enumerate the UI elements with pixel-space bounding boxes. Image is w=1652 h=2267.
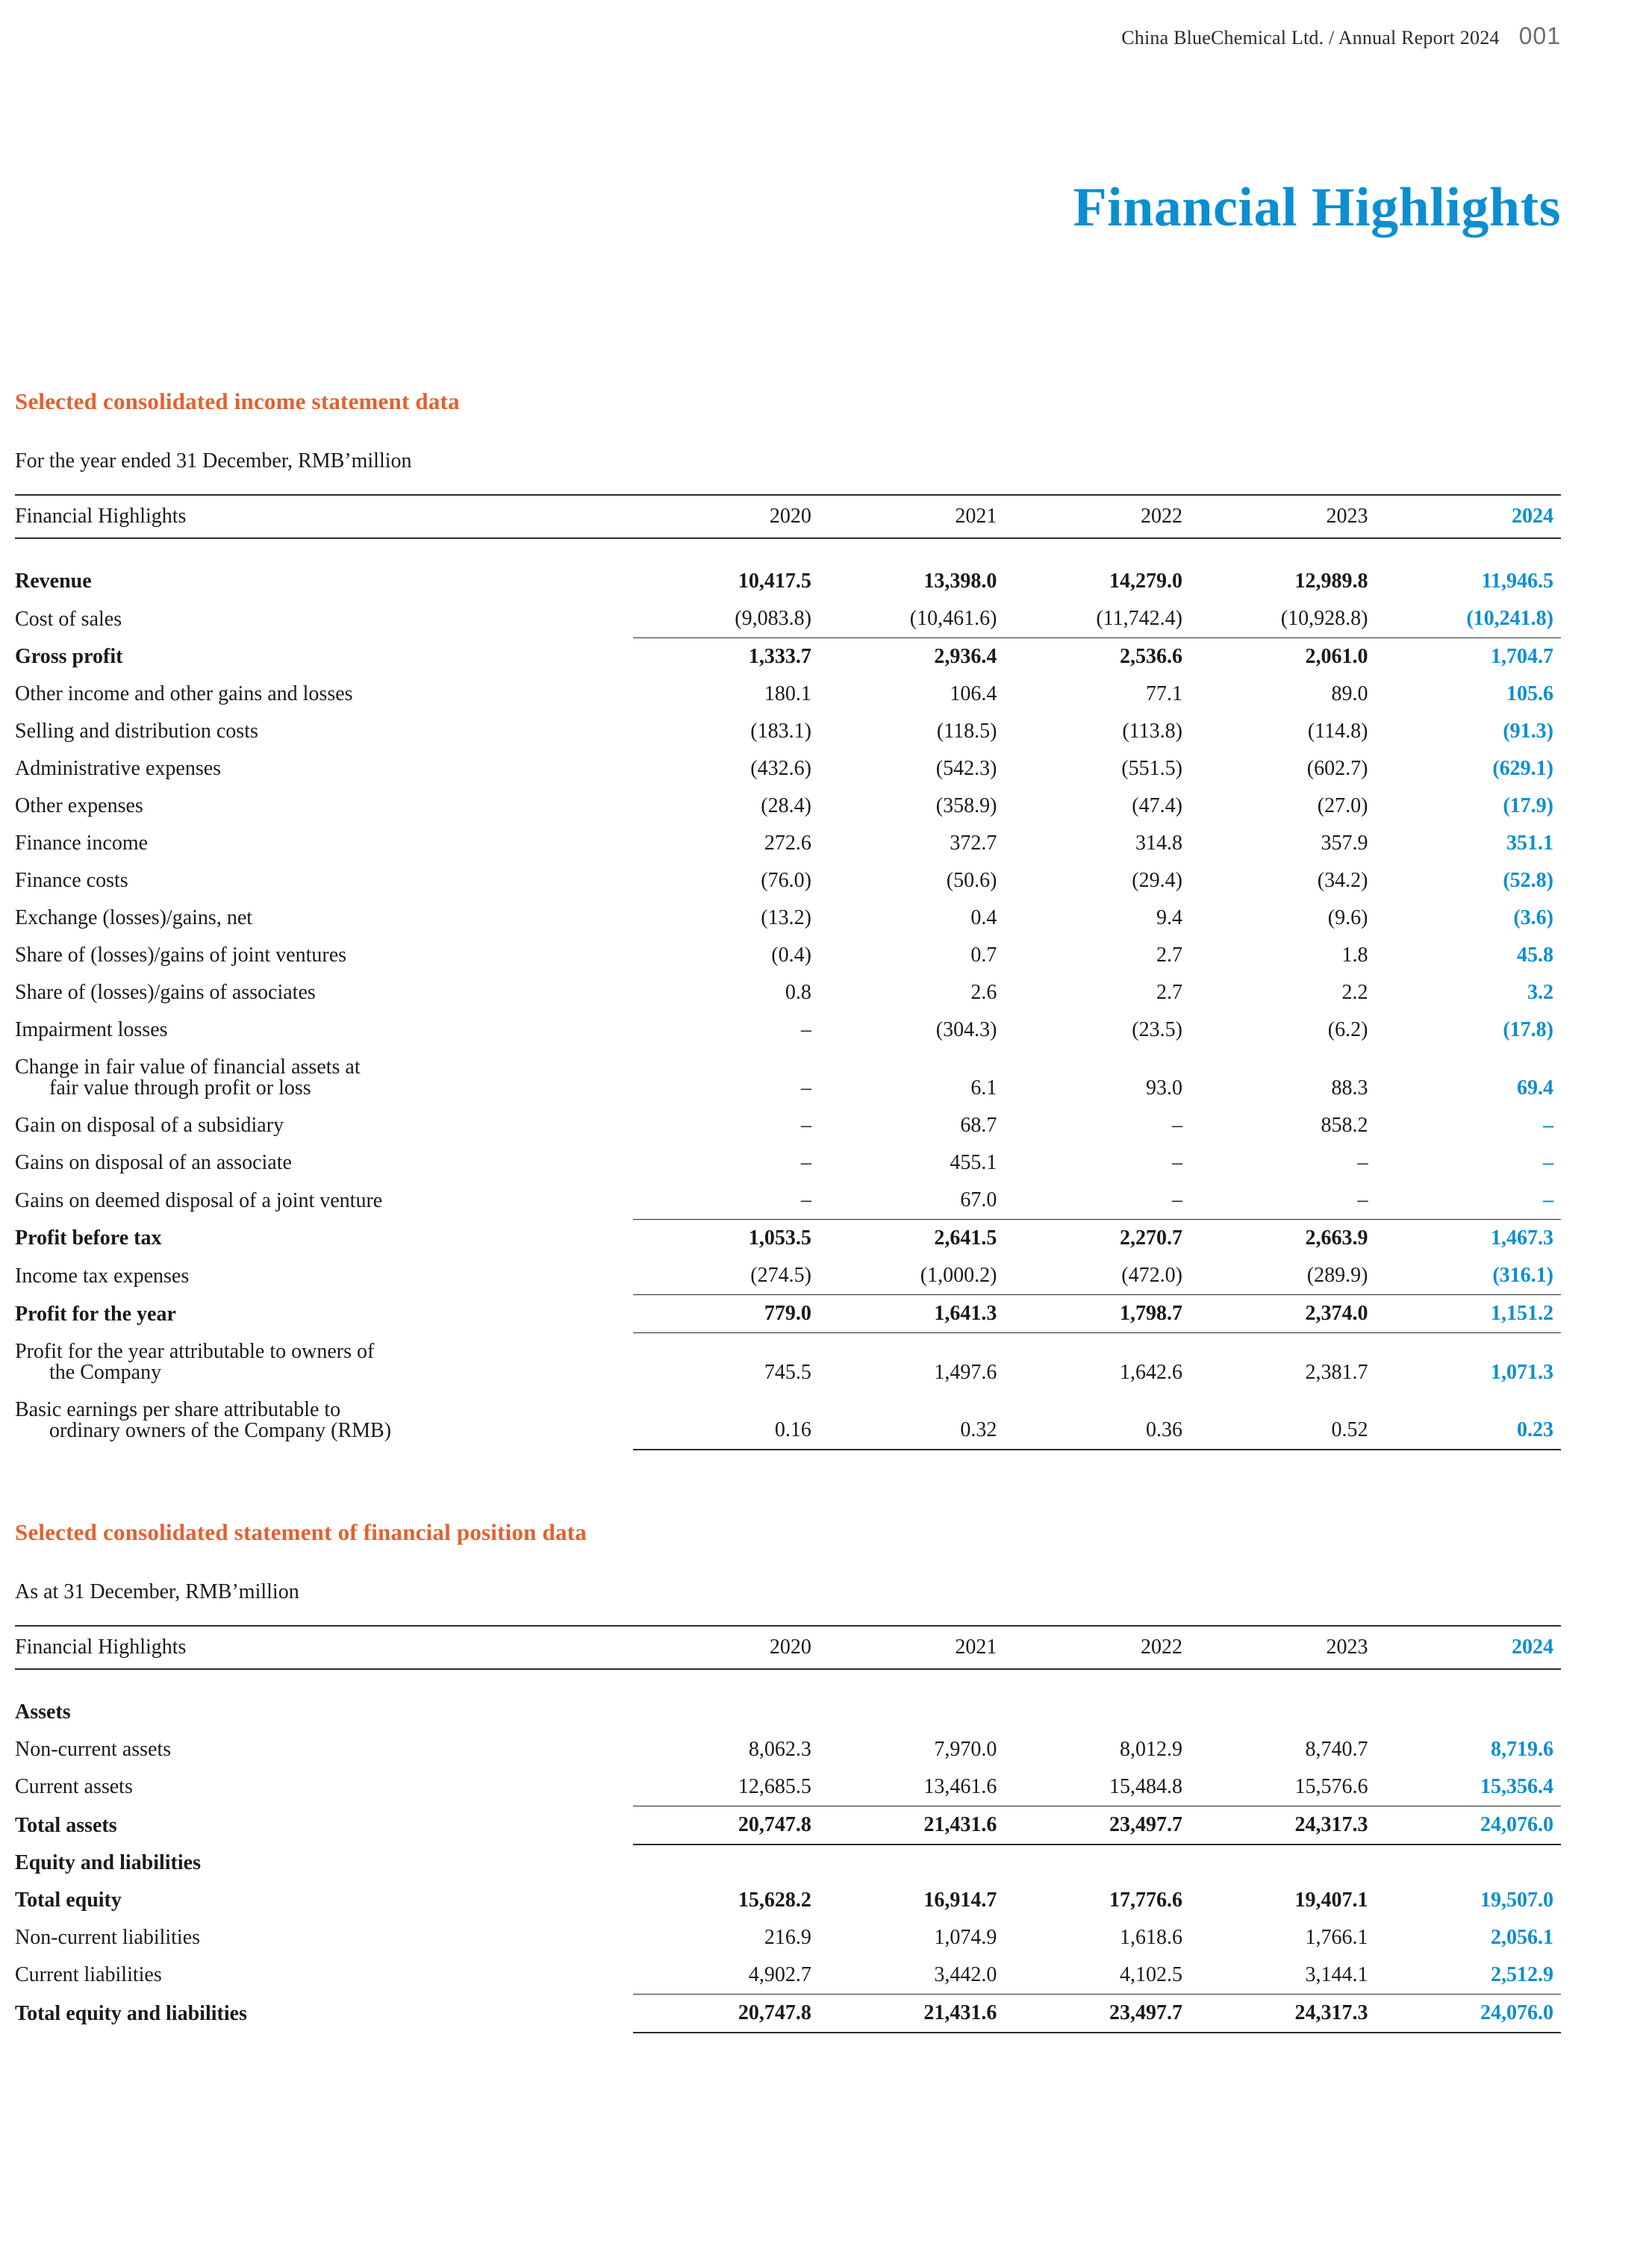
- table-row: [15, 563, 1561, 600]
- cell-2020: (274.5): [750, 1264, 811, 1287]
- cell-2022: 1,618.6: [1119, 1925, 1182, 1949]
- cell-2024: 3.2: [1527, 981, 1553, 1004]
- row-label: Current liabilities: [15, 1963, 162, 1986]
- cell-2020: 1,333.7: [633, 638, 819, 676]
- table-row: [15, 1257, 1561, 1295]
- row-label: Profit before tax: [15, 1226, 162, 1250]
- cell-2020: (0.4): [771, 944, 811, 967]
- cell-2023: [1190, 1845, 1376, 1882]
- cell-2020: 8,062.3: [748, 1737, 811, 1761]
- cell-2022: –: [1171, 1114, 1182, 1137]
- page-content: [15, 388, 1561, 2033]
- income-statement-table-wrap: [15, 494, 1561, 1450]
- cell-2024: 1,151.2: [1375, 1295, 1561, 1333]
- section-subheading-income-statement: For the year ended 31 December, RMB’million: [15, 449, 412, 473]
- cell-2024: 2,512.9: [1491, 1962, 1553, 1986]
- row-label: Other expenses: [15, 794, 143, 817]
- column-header-label: Financial Highlights: [15, 495, 633, 538]
- table-row: [15, 1144, 1561, 1182]
- table-row: [15, 1049, 1561, 1107]
- cell-2022: 8,012.9: [1119, 1737, 1182, 1761]
- cell-2021: 3,442.0: [934, 1962, 997, 1986]
- cell-2021: 21,431.6: [819, 1806, 1005, 1845]
- cell-2024: 105.6: [1506, 682, 1553, 705]
- table-row: [15, 1220, 1561, 1258]
- cell-2020: –: [800, 1076, 811, 1100]
- row-label: Total equity and liabilities: [15, 2001, 247, 2025]
- row-label: Finance costs: [15, 869, 128, 892]
- column-header-2023: 2023: [1190, 1626, 1376, 1669]
- cell-2020: 216.9: [764, 1925, 811, 1949]
- row-label: Selling and distribution costs: [15, 720, 258, 743]
- table-row: [15, 1295, 1561, 1333]
- cell-2020: [633, 1694, 819, 1731]
- cell-2022: 2.7: [1156, 981, 1182, 1004]
- cell-2020: 1,053.5: [633, 1220, 819, 1258]
- cell-2022: 15,484.8: [1109, 1774, 1182, 1798]
- cell-2021: 1,074.9: [934, 1925, 997, 1949]
- cell-2023: 15,576.6: [1294, 1774, 1368, 1798]
- row-label: Share of (losses)/gains of associates: [15, 981, 316, 1004]
- financial-position-section: [15, 1519, 1561, 2033]
- row-label: Gains on disposal of an associate: [15, 1151, 292, 1174]
- page-title: Financial Highlights: [1073, 177, 1561, 238]
- cell-2024: 15,356.4: [1480, 1774, 1553, 1798]
- cell-2021: 1,641.3: [819, 1295, 1005, 1333]
- cell-2021: 7,970.0: [934, 1737, 997, 1761]
- cell-2024: (316.1): [1492, 1264, 1553, 1287]
- cell-2021: 13,398.0: [923, 570, 997, 593]
- row-label: Cost of sales: [15, 607, 122, 631]
- cell-2023: 2.2: [1341, 981, 1368, 1004]
- row-label: Gross profit: [15, 645, 123, 668]
- table-row: [15, 1694, 1561, 1731]
- cell-2024: –: [1543, 1188, 1553, 1212]
- cell-2024: (52.8): [1503, 869, 1553, 892]
- cell-2020: 15,628.2: [738, 1888, 811, 1912]
- row-label-line1: Change in fair value of financial assets at: [15, 1055, 361, 1079]
- column-header-2024: 2024: [1375, 495, 1561, 538]
- cell-2021: 2.6: [970, 981, 997, 1004]
- table-row: [15, 825, 1561, 862]
- cell-2023: 1.8: [1341, 944, 1368, 967]
- table-row: [15, 862, 1561, 899]
- cell-2020: 0.16: [633, 1391, 819, 1450]
- cell-2023: 88.3: [1331, 1076, 1368, 1100]
- table-header-row: [15, 495, 1561, 538]
- cell-2021: 372.7: [950, 832, 997, 855]
- table-row: [15, 937, 1561, 974]
- cell-2021: (50.6): [946, 869, 997, 892]
- cell-2021: 0.32: [819, 1391, 1005, 1450]
- cell-2024: 19,507.0: [1480, 1888, 1553, 1912]
- cell-2023: 3,144.1: [1305, 1962, 1368, 1986]
- cell-2023: (27.0): [1317, 794, 1368, 817]
- cell-2020: (13.2): [761, 906, 811, 929]
- cell-2024: 8,719.6: [1491, 1737, 1553, 1761]
- cell-2023: 89.0: [1331, 682, 1368, 705]
- cell-2023: [1190, 1694, 1376, 1731]
- section-subheading-financial-position: As at 31 December, RMB’million: [15, 1580, 299, 1603]
- cell-2020: 745.5: [764, 1360, 811, 1384]
- cell-2021: 0.7: [970, 944, 997, 967]
- cell-2021: (118.5): [936, 720, 997, 743]
- cell-2022: (23.5): [1132, 1018, 1182, 1041]
- cell-2021: [819, 1845, 1005, 1882]
- cell-2020: 10,417.5: [738, 570, 811, 593]
- row-label: Current assets: [15, 1775, 133, 1798]
- cell-2020: (9,083.8): [735, 607, 811, 630]
- cell-2024: 11,946.5: [1481, 570, 1553, 593]
- cell-2022: 23,497.7: [1004, 1806, 1190, 1845]
- column-header-2020: 2020: [633, 1626, 819, 1669]
- row-label: Assets: [15, 1700, 71, 1724]
- cell-2022: 1,798.7: [1004, 1295, 1190, 1333]
- cell-2023: 24,317.3: [1190, 1994, 1376, 2033]
- cell-2021: [819, 1694, 1005, 1731]
- cell-2020: 180.1: [764, 682, 811, 705]
- cell-2024: 69.4: [1517, 1076, 1553, 1100]
- cell-2024: 2,056.1: [1491, 1925, 1553, 1949]
- row-label: Gain on disposal of a subsidiary: [15, 1114, 284, 1137]
- cell-2022: –: [1171, 1151, 1182, 1174]
- row-label: Administrative expenses: [15, 757, 222, 780]
- cell-2021: 2,936.4: [819, 638, 1005, 676]
- column-header-2020: 2020: [633, 495, 819, 538]
- cell-2022: (29.4): [1132, 869, 1182, 892]
- row-label: Income tax expenses: [15, 1264, 190, 1288]
- row-label: Other income and other gains and losses: [15, 682, 353, 705]
- cell-2020: (28.4): [761, 794, 811, 817]
- cell-2024: (17.9): [1503, 794, 1553, 817]
- cell-2020: –: [800, 1114, 811, 1137]
- cell-2024: [1375, 1845, 1561, 1882]
- cell-2022: 17,776.6: [1109, 1888, 1182, 1912]
- cell-2021: (10,461.6): [909, 607, 997, 630]
- cell-2022: (47.4): [1132, 794, 1182, 817]
- cell-2021: 68.7: [960, 1114, 997, 1137]
- cell-2022: 23,497.7: [1004, 1994, 1190, 2033]
- cell-2021: 106.4: [950, 682, 997, 705]
- table-row: [15, 1845, 1561, 1882]
- section-heading-income-statement: Selected consolidated income statement data: [15, 388, 460, 414]
- table-row: [15, 1731, 1561, 1768]
- row-label: Profit for the year: [15, 1302, 176, 1326]
- cell-2024: (91.3): [1503, 720, 1553, 743]
- table-row: [15, 1919, 1561, 1956]
- cell-2020: 0.8: [785, 981, 811, 1004]
- row-label-line2: ordinary owners of the Company (RMB): [49, 1418, 392, 1442]
- table-row: [15, 1994, 1561, 2033]
- row-label-line1: Profit for the year attributable to owners of: [15, 1339, 375, 1363]
- financial-position-table: [15, 1625, 1561, 2033]
- cell-2023: (602.7): [1306, 757, 1368, 780]
- cell-2020: 272.6: [764, 832, 811, 855]
- cell-2022: 4,102.5: [1119, 1962, 1182, 1986]
- cell-2021: 67.0: [960, 1188, 997, 1212]
- cell-2022: (11,742.4): [1096, 607, 1182, 630]
- cell-2023: 1,766.1: [1305, 1925, 1368, 1949]
- cell-2023: (289.9): [1306, 1264, 1368, 1287]
- table-row: [15, 1182, 1561, 1220]
- cell-2023: 8,740.7: [1305, 1737, 1368, 1761]
- row-label: Share of (losses)/gains of joint ventures: [15, 944, 347, 967]
- cell-2024: 45.8: [1517, 944, 1553, 967]
- cell-2020: –: [800, 1151, 811, 1174]
- cell-2023: (114.8): [1307, 720, 1368, 743]
- cell-2023: (10,928.8): [1280, 607, 1368, 630]
- column-header-2023: 2023: [1190, 495, 1376, 538]
- table-row: [15, 788, 1561, 825]
- cell-2022: 93.0: [1145, 1076, 1182, 1100]
- cell-2021: (304.3): [935, 1018, 997, 1041]
- cell-2024: 0.23: [1375, 1391, 1561, 1450]
- cell-2023: 2,663.9: [1190, 1220, 1376, 1258]
- table-row: [15, 1882, 1561, 1919]
- cell-2024: [1375, 1694, 1561, 1731]
- row-label: Exchange (losses)/gains, net: [15, 906, 253, 929]
- cell-2022: 9.4: [1156, 906, 1182, 929]
- cell-2022: 314.8: [1135, 832, 1182, 855]
- cell-2023: 858.2: [1321, 1114, 1368, 1137]
- cell-2023: (9.6): [1327, 906, 1368, 929]
- column-header-2024: 2024: [1375, 1626, 1561, 1669]
- table-row: [15, 1956, 1561, 1995]
- cell-2024: 24,076.0: [1375, 1806, 1561, 1845]
- cell-2024: –: [1543, 1151, 1553, 1174]
- row-label: Revenue: [15, 570, 92, 593]
- cell-2022: (472.0): [1121, 1264, 1182, 1287]
- row-label: Non-current liabilities: [15, 1925, 201, 1949]
- cell-2022: 2,270.7: [1004, 1220, 1190, 1258]
- table-row: [15, 713, 1561, 750]
- cell-2023: –: [1357, 1151, 1368, 1174]
- cell-2021: 0.4: [970, 906, 997, 929]
- cell-2023: 24,317.3: [1190, 1806, 1376, 1845]
- cell-2022: (551.5): [1121, 757, 1182, 780]
- cell-2024: (10,241.8): [1466, 607, 1553, 630]
- cell-2020: 779.0: [633, 1295, 819, 1333]
- cell-2021: (358.9): [935, 794, 997, 817]
- table-row: [15, 750, 1561, 788]
- cell-2021: (1,000.2): [920, 1264, 997, 1287]
- row-label: Total equity: [15, 1888, 122, 1912]
- running-header-text: China BlueChemical Ltd. / Annual Report 2024: [1121, 27, 1500, 49]
- income-statement-table: [15, 494, 1561, 1450]
- row-label: Total assets: [15, 1813, 117, 1837]
- cell-2024: –: [1543, 1114, 1553, 1137]
- table-row: [15, 600, 1561, 638]
- cell-2021: 16,914.7: [923, 1888, 997, 1912]
- row-label: Impairment losses: [15, 1018, 168, 1041]
- cell-2022: [1004, 1845, 1190, 1882]
- cell-2024: 1,467.3: [1375, 1220, 1561, 1258]
- cell-2022: 2.7: [1156, 944, 1182, 967]
- cell-2020: (432.6): [750, 757, 811, 780]
- cell-2023: (34.2): [1317, 869, 1368, 892]
- cell-2023: 2,061.0: [1190, 638, 1376, 676]
- cell-2024: 1,704.7: [1375, 638, 1561, 676]
- cell-2024: (629.1): [1492, 757, 1553, 780]
- cell-2023: 357.9: [1321, 832, 1368, 855]
- running-header: [1121, 22, 1561, 50]
- cell-2022: 2,536.6: [1004, 638, 1190, 676]
- table-row: [15, 1107, 1561, 1144]
- cell-2020: 4,902.7: [748, 1962, 811, 1986]
- row-label-line2: the Company: [49, 1360, 162, 1384]
- row-label: Finance income: [15, 832, 149, 855]
- cell-2023: 0.52: [1190, 1391, 1376, 1450]
- section-heading-financial-position: Selected consolidated statement of financial position data: [15, 1518, 587, 1545]
- cell-2021: 6.1: [970, 1076, 997, 1100]
- cell-2023: 2,374.0: [1190, 1295, 1376, 1333]
- cell-2020: (183.1): [750, 720, 811, 743]
- cell-2021: 21,431.6: [819, 1994, 1005, 2033]
- cell-2022: –: [1171, 1188, 1182, 1212]
- cell-2021: 455.1: [950, 1151, 997, 1174]
- cell-2020: 12,685.5: [738, 1774, 811, 1798]
- cell-2020: 20,747.8: [633, 1994, 819, 2033]
- row-label-line1: Basic earnings per share attributable to: [15, 1397, 341, 1421]
- column-header-2021: 2021: [819, 495, 1005, 538]
- table-row: [15, 638, 1561, 676]
- cell-2020: (76.0): [761, 869, 811, 892]
- cell-2022: [1004, 1694, 1190, 1731]
- cell-2023: 12,989.8: [1294, 570, 1368, 593]
- row-label: Gains on deemed disposal of a joint venture: [15, 1188, 383, 1212]
- cell-2023: 19,407.1: [1294, 1888, 1368, 1912]
- row-label: [15, 1391, 633, 1450]
- cell-2024: (3.6): [1513, 906, 1553, 929]
- cell-2023: 2,381.7: [1305, 1360, 1368, 1384]
- table-row: [15, 1806, 1561, 1845]
- table-row: [15, 1333, 1561, 1391]
- table-row: [15, 899, 1561, 937]
- column-header-label: Financial Highlights: [15, 1626, 633, 1669]
- row-label: [15, 1049, 633, 1107]
- spacer-row: [15, 1669, 1561, 1694]
- column-header-2022: 2022: [1004, 1626, 1190, 1669]
- cell-2020: 20,747.8: [633, 1806, 819, 1845]
- row-label-line2: fair value through profit or loss: [49, 1076, 311, 1100]
- table-row: [15, 1391, 1561, 1450]
- cell-2021: 13,461.6: [923, 1774, 997, 1798]
- cell-2020: [633, 1845, 819, 1882]
- table-row: [15, 1768, 1561, 1806]
- column-header-2021: 2021: [819, 1626, 1005, 1669]
- table-row: [15, 676, 1561, 713]
- table-row: [15, 974, 1561, 1011]
- row-label: Non-current assets: [15, 1737, 172, 1761]
- page-number: 001: [1518, 22, 1561, 49]
- cell-2022: 0.36: [1004, 1391, 1190, 1450]
- row-label: Equity and liabilities: [15, 1850, 201, 1874]
- row-label: [15, 1333, 633, 1391]
- cell-2022: 1,642.6: [1119, 1360, 1182, 1384]
- column-header-2022: 2022: [1004, 495, 1190, 538]
- cell-2021: 2,641.5: [819, 1220, 1005, 1258]
- cell-2021: (542.3): [935, 757, 997, 780]
- cell-2023: (6.2): [1327, 1018, 1368, 1041]
- cell-2024: (17.8): [1503, 1018, 1553, 1041]
- cell-2022: 77.1: [1145, 682, 1182, 705]
- cell-2024: 24,076.0: [1375, 1994, 1561, 2033]
- cell-2022: 14,279.0: [1109, 570, 1182, 593]
- cell-2024: 1,071.3: [1491, 1360, 1553, 1384]
- cell-2022: (113.8): [1122, 720, 1182, 743]
- cell-2020: –: [800, 1188, 811, 1212]
- cell-2024: 351.1: [1506, 832, 1553, 855]
- cell-2023: –: [1357, 1188, 1368, 1212]
- cell-2021: 1,497.6: [934, 1360, 997, 1384]
- spacer-row: [15, 538, 1561, 563]
- table-header-row: [15, 1626, 1561, 1669]
- table-row: [15, 1011, 1561, 1049]
- cell-2020: –: [800, 1018, 811, 1041]
